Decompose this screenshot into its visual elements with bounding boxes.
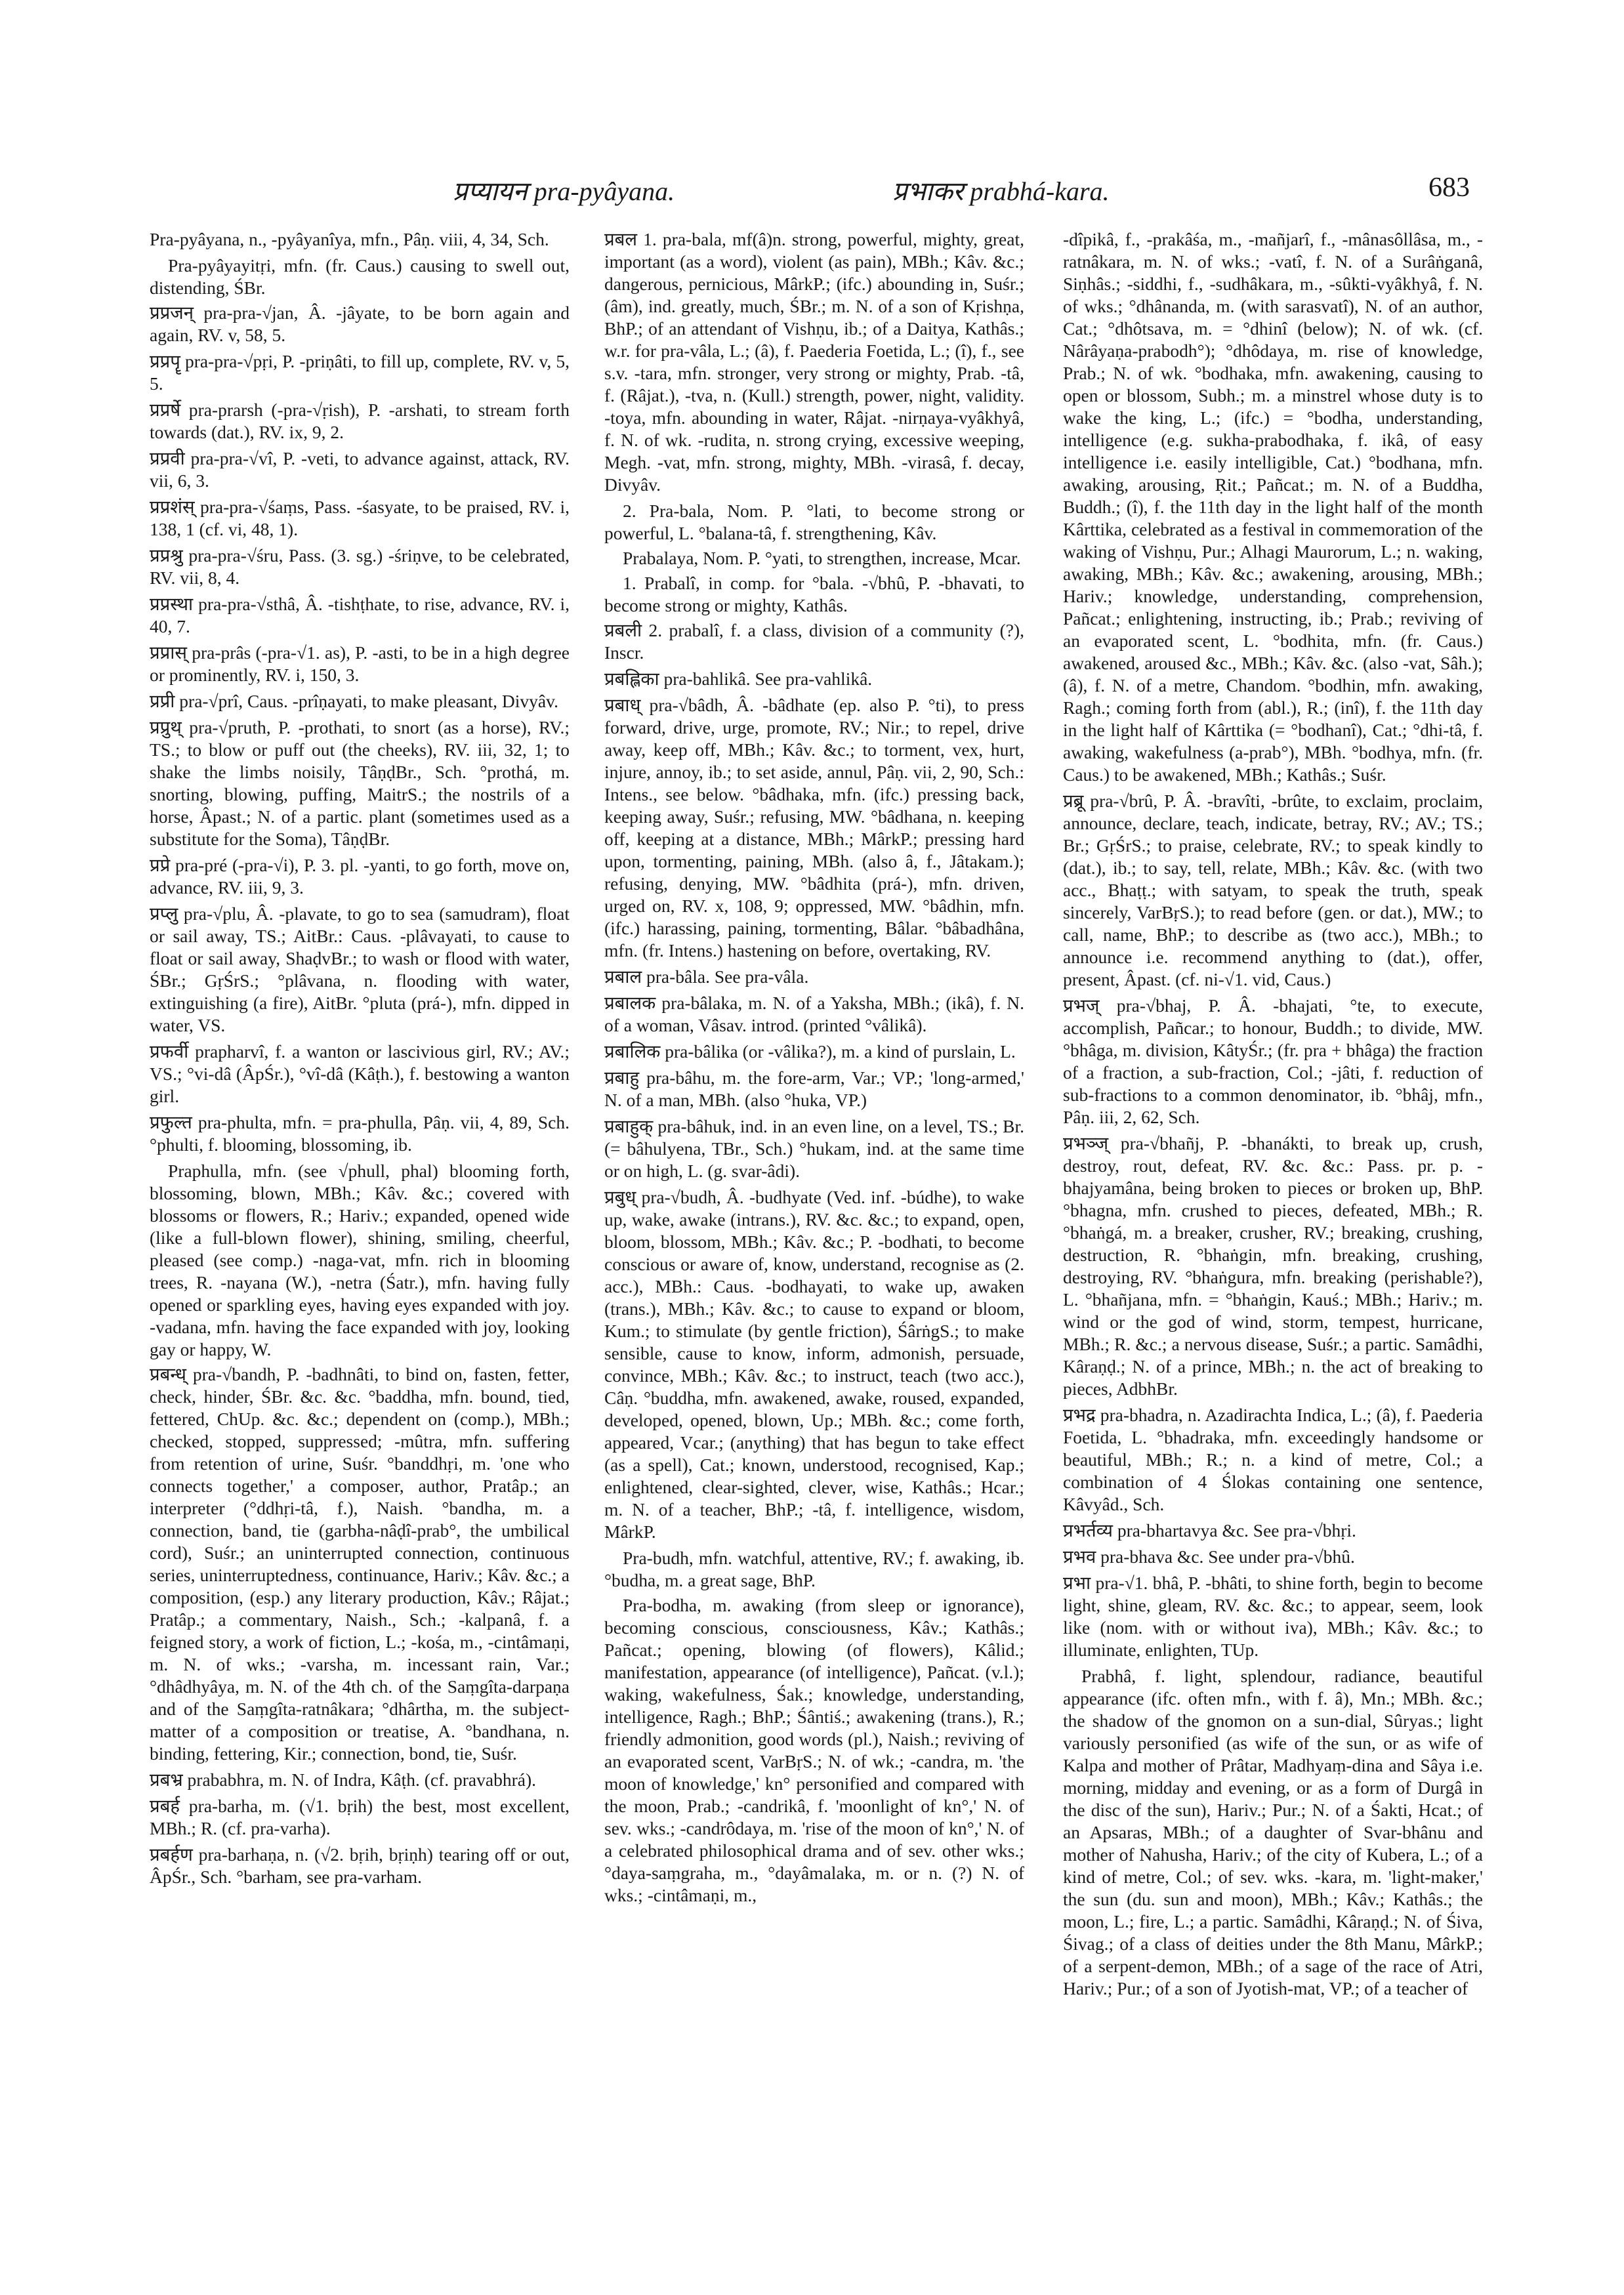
column-1 [150,228,570,2157]
column-2 [604,228,1024,2157]
dictionary-entry: प्रभद्र pra-bhadra, n. Azadirachta Indica, L.; (â), f. Paederia Foetida, L. °bhadraka, mfn. exceedingly handsome or beautiful, MBh.; R.; n. a kind of metre, Col.; a combination of 4 Ślokas containing one sentence, Kâvyâd., Sch. [1063,1405,1483,1514]
column-3 [1063,228,1483,2157]
dictionary-entry: प्रब्रू pra-√brû, P. Â. -bravîti, -brûte, to exclaim, proclaim, announce, declare, teach, indicate, betray, RV.; AV.; TS.; Br.; GṛŚrS.; to praise, celebrate, RV.; to speak kindly to (dat.), ib.; to say, tell, relate, MBh.; Kâv. &c. (with two acc., Bhaṭṭ.; with satyam, to speak the truth, speak sincerely, VarBṛS.); to read before (gen. or dat.), MW.; to call, name, BhP.; to describe as (two acc.), MBh.; to announce i.e. recommend anything to (dat.), offer, present, Âpast. (cf. ni-√1. vid, Caus.) [1063,791,1483,989]
dictionary-entry: प्रप्रवी pra-pra-√vî, P. -veti, to advance against, attack, RV. vii, 6, 3. [150,448,570,491]
dictionary-entry: प्रप्लु pra-√plu, Â. -plavate, to go to sea (samudram), float or sail away, TS.; AitBr.: Caus. -plâvayati, to cause to float or sail away, ShaḍvBr.; to wash or flood with water, ŚBr.; GṛŚrS.; °plâvana, n. flooding with water, extinguishing (a fire), AitBr. °pluta (prá-), mfn. dipped in water, VS. [150,903,570,1035]
dictionary-entry: प्रप्री pra-√prî, Caus. -prîṇayati, to make pleasant, Divyâv. [150,691,558,711]
dictionary-entry: प्रप्रपॄ pra-pra-√pṛi, P. -priṇâti, to fill up, complete, RV. v, 5, 5. [150,351,570,394]
dictionary-entry: प्रप्रशंस् pra-pra-√śaṃs, Pass. -śasyate, to be praised, RV. i, 138, 1 (cf. vi, 48, 1). [150,497,570,539]
dictionary-entry: Prabalaya, Nom. P. °yati, to strengthen, increase, Mcar. [623,548,1021,568]
page-number: 683 [1428,173,1470,203]
dictionary-entry: प्रबन्ध् pra-√bandh, P. -badhnâti, to bind on, fasten, fetter, check, hinder, ŚBr. &c. &c. °baddha, mfn. bound, tied, fettered, ChUp. &c. &c.; dependent on (comp.), MBh.; checked, stopped, suppressed; -mûtra, mfn. suffering from retention of urine, Suśr. °banddhṛi, m. 'one who connects together,' a composer, author, Pratâp.; an interpreter (°ddhṛi-tâ, f.), Naish. °bandha, m. a connection, band, tie (garbha-nâḍî-prab°, the umbilical cord), Suśr.; an uninterrupted connection, continuous series, uninterruptedness, continuance, Hariv.; Kâv. &c.; a composition, (esp.) any literary production, Kâv.; Râjat.; Pratâp.; a commentary, Naish., Sch.; -kalpanâ, f. a feigned story, a work of fiction, L.; -kośa, m., -cintâmaṇi, m. N. of wks.; -varsha, m. incessant rain, Var.; °dhâdhyâya, m. N. of the 4th ch. of the Saṃgîta-darpaṇa and of the Saṃgîta-ratnâkara; °dhârtha, m. the subject-matter of a composition or treatise, A. °bandhana, n. binding, fettering, Kir.; connection, bond, tie, Suśr. [150,1364,570,1764]
dictionary-entry: प्रबर्ह pra-barha, m. (√1. bṛih) the best, most excellent, MBh.; R. (cf. pra-varha). [150,1796,570,1838]
running-header [210,172,1470,218]
dictionary-entry: Pra-bodha, m. awaking (from sleep or ignorance), becoming conscious, consciousness, Kâv.; Kathâs.; Pañcat.; opening, blowing (of flowers), Kâlid.; manifestation, appearance (of intelligence), Pañcat. (v.l.); waking, wakefulness, Śak.; knowledge, understanding, intelligence, Ragh.; BhP.; Śântiś.; awakening (trans.), R.; friendly admonition, good words (pl.), Naish.; reviving of an evaporated scent, VarBṛS.; N. of wk.; -candra, m. 'the moon of knowledge,' kn° personified and compared with the moon, Prab.; -candrikâ, f. 'moonlight of kn°,' N. of sev. wks.; -candrôdaya, m. 'rise of the moon of kn°,' N. of a celebrated philosophical drama and of sev. other wks.; °daya-saṃgraha, m., °dayâmalaka, m. or n. (?) N. of wks.; -cintâmaṇi, m., [604,1595,1024,1905]
dictionary-entry: Pra-pyâyana, n., -pyâyanîya, mfn., Pâṇ. viii, 4, 34, Sch. [150,229,549,249]
dictionary-entry: प्रफुल्त pra-phulta, mfn. = pra-phulla, Pâṇ. vii, 4, 89, Sch. °phulti, f. blooming, blossoming, ib. [150,1112,570,1155]
dictionary-entry: 1. Prabalî, in comp. for °bala. -√bhû, P. -bhavati, to become strong or mighty, Kathâs. [604,573,1024,615]
dictionary-entry: प्रप्रजन् pra-pra-√jan, Â. -jâyate, to be born again and again, RV. v, 58, 5. [150,302,570,345]
dictionary-entry: प्रबालिक pra-bâlika (or -vâlika?), m. a kind of purslain, L. [604,1041,1016,1062]
dictionary-entry: प्रप्रस्था pra-pra-√sthâ, Â. -tishṭhate, to rise, advance, RV. i, 40, 7. [150,594,570,636]
dictionary-entry: प्रप्रर्षे pra-prarsh (-pra-√ṛish), P. -arshati, to stream forth towards (dat.), RV. ix, 9, 2. [150,400,570,442]
dictionary-entry: प्रप्रुथ् pra-√pruth, P. -prothati, to snort (as a horse), RV.; TS.; to blow or puff out (the cheeks), RV. iii, 32, 1; to shake the limbs noisily, TâṇḍBr., Sch. °prothá, m. snorting, blowing, puffing, MaitrS.; the nostrils of a horse, Âpast.; N. of a partic. plant (sometimes used as a substitute for the Soma), TâṇḍBr. [150,717,570,849]
dictionary-entry: प्रबाल pra-bâla. See pra-vâla. [604,966,809,987]
dictionary-entry: Prabhâ, f. light, splendour, radiance, beautiful appearance (ifc. often mfn., with f. â), Mn.; MBh. &c.; the shadow of the gnomon on a sun-dial, Sûryas.; light variously personified (as wife of the sun, or as wife of Kalpa and mother of Prâtar, Madhyaṃ-dina and Sâya i.e. morning, midday and evening, or as a form of Durgâ in the disc of the sun), Hariv.; Pur.; N. of a Śakti, Hcat.; of an Apsaras, MBh.; of a daughter of Svar-bhânu and mother of Nahusha, Hariv.; of the city of Kubera, L.; of a kind of metre, Col.; of sev. wks. -kara, m. 'light-maker,' the sun (du. sun and moon), MBh.; Kâv.; Kathâs.; the moon, L.; fire, L.; a partic. Samâdhi, Kâraṇḍ.; N. of Śiva, Śivag.; of a class of deities under the 8th Manu, MârkP.; of a serpent-demon, MBh.; of a sage of the race of Atri, Hariv.; Pur.; of a son of Jyotish-mat, VP.; of a teacher of [1063,1666,1483,1998]
right-running-headword: प्रभाकर prabhá-kara. [892,176,1110,206]
left-running-headword: प्रप्यायन pra-pyâyana. [453,176,675,206]
dictionary-entry: Pra-pyâyayitṛi, mfn. (fr. Caus.) causing to swell out, distending, ŚBr. [150,255,570,298]
dictionary-entry: प्रप्रे pra-pré (-pra-√i), P. 3. pl. -yanti, to go forth, move on, advance, RV. iii, 9, 3. [150,855,570,898]
dictionary-entry: प्रभज् pra-√bhaj, P. Â. -bhajati, °te, to execute, accomplish, Pañcar.; to honour, Buddh.; to divide, MW. °bhâga, m. division, KâtyŚr.; (fr. pra + bhâga) the fraction of a fraction, a sub-fraction, Col.; -jâti, f. reduction of sub-fractions to a common denominator, ib. °bhâj, mfn., Pâṇ. iii, 2, 62, Sch. [1063,995,1483,1127]
dictionary-entry: प्रभा pra-√1. bhâ, P. -bhâti, to shine forth, begin to become light, shine, gleam, RV. &c. &c.; to appear, seem, look like (nom. with or without iva), MBh.; Kâv. &c.; to illuminate, enlighten, TUp. [1063,1573,1483,1660]
dictionary-entry: प्रभञ्ज् pra-√bhañj, P. -bhanákti, to break up, crush, destroy, rout, defeat, RV. &c. &c.: Pass. pr. p. -bhajyamâna, being broken to pieces or broken up, BhP. °bhagna, mfn. crushed to pieces, defeated, MBh.; R. °bhaṅgá, m. a breaker, crusher, RV.; breaking, crushing, destruction, R. °bhaṅgin, mfn. breaking, crushing, destroying, RV. °bhaṅgura, mfn. breaking (perishable?), L. °bhañjana, mfn. = °bhaṅgin, Kauś.; MBh.; Hariv.; m. wind or the god of wind, storm, tempest, hurricane, MBh.; R. &c.; a nervous disease, Suśr.; a partic. Samâdhi, Kâraṇḍ.; N. of a prince, MBh.; n. the act of breaking to pieces, AdbhBr. [1063,1133,1483,1399]
dictionary-entry: प्रबह्लिका pra-bahlikâ. See pra-vahlikâ. [604,669,873,689]
dictionary-entry: प्रबर्हण pra-barhaṇa, n. (√2. bṛih, bṛiṇh) tearing off or out, ÂpŚr., Sch. °barham, see pra-varham. [150,1844,570,1887]
dictionary-entry: प्रबली 2. prabalî, f. a class, division of a community (?), Inscr. [604,620,1024,663]
dictionary-entry: प्रबाहु pra-bâhu, m. the fore-arm, Var.; VP.; 'long-armed,' N. of a man, MBh. (also °huka, VP.) [604,1067,1024,1110]
dictionary-entry: प्रप्रास् pra-prâs (-pra-√1. as), P. -asti, to be in a high degree or prominently, RV. i, 150, 3. [150,642,570,685]
dictionary-entry: Pra-budh, mfn. watchful, attentive, RV.; f. awaking, ib. °budha, m. a great sage, BhP. [604,1548,1024,1590]
dictionary-entry: प्रबाध् pra-√bâdh, Â. -bâdhate (ep. also P. °ti), to press forward, drive, urge, promote, RV.; Nir.; to repel, drive away, keep off, MBh.; Kâv. &c.; to torment, vex, hurt, injure, annoy, ib.; to set aside, annul, Pâṇ. vii, 2, 90, Sch.: Intens., see below. °bâdhaka, mfn. (ifc.) pressing back, keeping away, Suśr.; refusing, MW. °bâdhana, n. keeping off, keeping at a distance, MBh.; MârkP.; pressing hard upon, tormenting, paining, MBh. (also â, f., Jâtakam.); refusing, denying, MW. °bâdhita (prá-), mfn. driven, urged on, RV. x, 108, 9; oppressed, MW. °bâdhin, mfn. (ifc.) harassing, paining, tormenting, Bâlar. °bâbadhâna, mfn. (fr. Intens.) hastening on before, overtaking, RV. [604,695,1024,961]
dictionary-entry: -dîpikâ, f., -prakâśa, m., -mañjarî, f., -mânasôllâsa, m., -ratnâkara, m. N. of wks.; -vatî, f. N. of a Surâṅganâ, Siṇhâs.; -siddhi, f., -sudhâkara, m., -sûkti-vyâkhyâ, f. N. of wks.; °dhânanda, m. (with sarasvatî), N. of an author, Cat.; °dhôtsava, m. = °dhinî (below); N. of wk. (cf. Nârâyaṇa-prabodh°); °dhôdaya, m. rise of knowledge, Prab.; N. of wk. °bodhaka, mfn. awakening, causing to open or blossom, Subh.; m. a minstrel whose duty is to wake the king, L.; (ifc.) = °bodha, understanding, intelligence (e.g. sukha-prabodhaka, f. ikâ, of easy intelligence i.e. easily intelligible, Cat.) °bodhana, mfn. awaking, arousing, Ṛit.; Pañcat.; m. N. of a Buddha, Buddh.; (î), f. the 11th day in the light half of the month Kârttika, celebrated as a festival in commemoration of the waking of Vishṇu, Pur.; Alhagi Maurorum, L.; n. waking, awaking, MBh.; Kâv. &c.; awakening, arousing, MBh.; Hariv.; knowledge, understanding, comprehension, Pañcat.; enlightening, instructing, ib.; Prab.; reviving of an evaporated scent, L. °bodhita, mfn. (fr. Caus.) awakened, aroused &c., MBh.; Kâv. &c. (also -vat, Sâh.); (â), f. N. of a metre, Chandom. °bodhin, mfn. awaking, Ragh.; coming forth from (abl.), R.; (inî), f. the 11th day in the light half of Kârttika (= °bodhanî), Cat.; °dhi-tâ, f. awaking, wakefulness (a-prab°), MBh. °bodhya, mfn. (fr. Caus.) to be awakened, MBh.; Kathâs.; Suśr. [1063,229,1483,785]
dictionary-entry: 2. Pra-bala, Nom. P. °lati, to become strong or powerful, L. °balana-tâ, f. strengthening, Kâv. [604,501,1024,543]
dictionary-entry: प्रभव pra-bhava &c. See under pra-√bhû. [1063,1546,1355,1567]
dictionary-entry: प्रबुध् pra-√budh, Â. -budhyate (Ved. inf. -búdhe), to wake up, wake, awake (intrans.), RV. &c. &c.; to expand, open, bloom, blossom, MBh.; Kâv. &c.; P. -bodhati, to become conscious or aware of, know, understand, recognise as (2. acc.), MBh.: Caus. -bodhayati, to wake up, awaken (trans.), MBh.; Kâv. &c.; to cause to expand or bloom, Kum.; to stimulate (by gentle friction), ŚârṅgS.; to make sensible, cause to know, inform, admonish, persuade, convince, MBh.; Kâv. &c.; to instruct, teach (two acc.), Câṇ. °buddha, mfn. awakened, awake, roused, expanded, developed, opened, blown, Up.; MBh. &c.; come forth, appeared, Vcar.; (anything) that has begun to take effect (as a spell), Cat.; known, understood, recognised, Kap.; enlightened, clear-sighted, clever, wise, Kathâs.; Hcar.; m. N. of a teacher, BhP.; -tâ, f. intelligence, wisdom, MârkP. [604,1187,1024,1542]
dictionary-entry: प्रबभ्र prababhra, m. N. of Indra, Kâṭh. (cf. pravabhrá). [150,1769,536,1790]
dictionary-entry: प्रबाहुक् pra-bâhuk, ind. in an even line, on a level, TS.; Br. (= bâhulyena, TBr., Sch.) °hukam, ind. at the same time or on high, L. (g. svar-âdi). [604,1116,1024,1181]
dictionary-entry: प्रबल 1. pra-bala, mf(â)n. strong, powerful, mighty, great, important (as a word), violent (as pain), MBh.; Kâv. &c.; dangerous, pernicious, MârkP.; (ifc.) abounding in, Suśr.; (âm), ind. greatly, much, ŚBr.; m. N. of a son of Kṛishṇa, BhP.; of an attendant of Vishṇu, ib.; of a Daitya, Kathâs.; w.r. for pra-vâla, L.; (â), f. Paederia Foetida, L.; (î), f., see s.v. -tara, mfn. stronger, very strong or mighty, Prab. -tâ, f. (Râjat.), -tva, n. (Kull.) strength, power, night, validity. -toya, mfn. abounding in water, Râjat. -nirṇaya-vyâkhyâ, f. N. of wk. -rudita, n. strong crying, excessive weeping, Megh. -vat, mfn. strong, mighty, MBh. -virasâ, f. decay, Divyâv. [604,229,1024,495]
dictionary-entry: प्रभर्तव्य pra-bhartavya &c. See pra-√bhṛi. [1063,1520,1356,1540]
dictionary-entry: प्रबालक pra-bâlaka, m. N. of a Yaksha, MBh.; (ikâ), f. N. of a woman, Vâsav. introd. (printed °vâlikâ). [604,993,1024,1035]
dictionary-entry: Praphulla, mfn. (see √phull, phal) blooming forth, blossoming, blown, MBh.; Kâv. &c.; covered with blossoms or flowers, R.; Hariv.; expanded, opened wide (like a full-blown flower), shining, smiling, cheerful, pleased (see comp.) -naga-vat, mfn. rich in blooming trees, R. -nayana (W.), -netra (Śatr.), mfn. having fully opened or sparkling eyes, having eyes expanded with joy. -vadana, mfn. having the face expanded with joy, looking gay or happy, W. [150,1161,570,1359]
dictionary-entry: प्रप्रश्रु pra-pra-√śru, Pass. (3. sg.) -śriṇve, to be celebrated, RV. vii, 8, 4. [150,545,570,588]
dictionary-entry: प्रफर्वी prapharvî, f. a wanton or lascivious girl, RV.; AV.; VS.; °vi-dâ (ÂpŚr.), °vî-dâ (Kâṭh.), f. bestowing a wanton girl. [150,1041,570,1106]
dictionary-columns [150,228,1487,2157]
